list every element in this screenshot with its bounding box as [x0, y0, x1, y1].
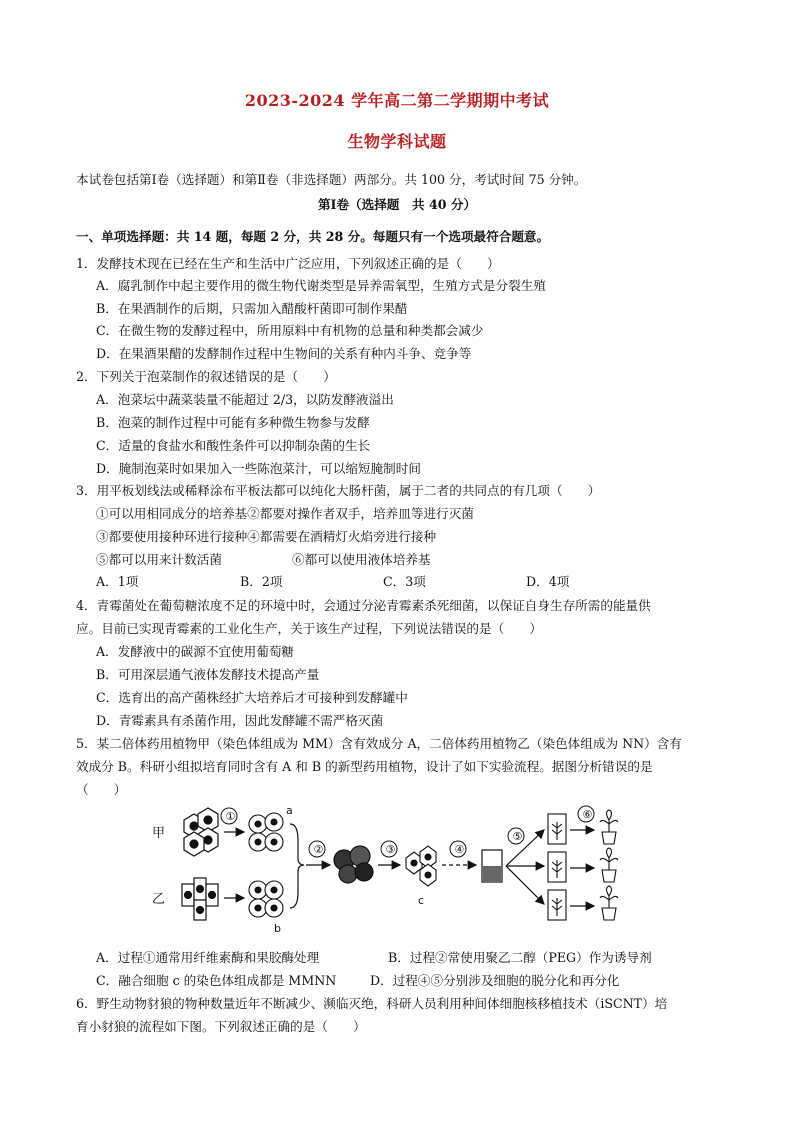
question-4-option-b: B．可用深层通气液体发酵技术提高产量: [96, 667, 320, 682]
question-3-statement-2: ③都要使用接种环进行接种④都需要在酒精灯火焰旁进行接种: [96, 529, 437, 544]
question-3-statement-5: ⑤都可以用来计数活菌: [96, 552, 222, 567]
step-6-marker: ⑥: [582, 808, 593, 821]
exam-subject: 生物学科试题: [347, 132, 447, 151]
exam-title: 2023-2024 学年高二第二学期期中考试: [244, 91, 550, 110]
question-1-stem: 1．发酵技术现在已经在生产和生活中广泛应用，下列叙述正确的是（ ）: [76, 256, 500, 271]
question-3-option-c: C．3项: [383, 574, 426, 589]
protoplasts-a: [249, 813, 283, 851]
potted-plants: [600, 810, 618, 920]
question-4-stem-line2: 应。目前已实现青霉素的工业化生产，关于该生产过程，下列说法错误的是（ ）: [76, 621, 542, 636]
step-2-marker: ②: [313, 843, 324, 856]
question-5-option-c: C．融合细胞 c 的染色体组成都是 MMNN: [96, 973, 337, 988]
protoplasts-b: [249, 881, 283, 917]
plant-yi-label: 乙: [152, 892, 166, 907]
question-1-option-b: B．在果酒制作的后期，只需加入醋酸杆菌即可制作果醋: [96, 301, 408, 316]
plant-jia-label: 甲: [152, 826, 166, 841]
intro-text: 本试卷包括第Ⅰ卷（选择题）和第Ⅱ卷（非选择题）两部分。共 100 分，考试时间 75 分钟。: [76, 172, 587, 187]
question-2-stem: 2．下列关于泡菜制作的叙述错误的是（ ）: [76, 369, 336, 384]
question-3-stem: 3．用平板划线法或稀释涂布平板法都可以纯化大肠杆菌，属于二者的共同点的有几项（ ）: [76, 483, 601, 498]
question-4-option-d: D．青霉素具有杀菌作用，因此发酵罐不需严格灭菌: [96, 713, 384, 728]
question-3-option-b: B．2项: [240, 574, 283, 589]
question-4-stem-line1: 4．青霉菌处在葡萄糖浓度不足的环境中时，会通过分泌青霉素杀死细菌，以保证自身生存所需的能量供: [76, 598, 651, 613]
label-a: a: [286, 804, 293, 817]
question-5-option-b: B．过程②常使用聚乙二醇（PEG）作为诱导剂: [388, 950, 652, 965]
step-3-marker: ③: [385, 843, 396, 856]
question-3-option-a: A．1项: [96, 574, 139, 589]
diagram-svg: [140, 800, 660, 940]
question-2-option-c: C．适量的食盐水和酸性条件可以抑制杂菌的生长: [96, 438, 371, 453]
seedling-tubes: [548, 814, 566, 920]
question-2-option-d: D．腌制泡菜时如果加入一些陈泡菜汁，可以缩短腌制时间: [96, 461, 421, 476]
question-3-option-d: D．4项: [526, 574, 570, 589]
question-2-option-a: A．泡菜坛中蔬菜装量不能超过 2/3，以防发酵液溢出: [96, 392, 394, 407]
section-instruction: 一、单项选择题：共 14 题，每题 2 分，共 28 分。每题只有一个选项最符合题意。: [76, 229, 550, 244]
step-4-marker: ④: [454, 843, 465, 856]
question-5-option-a: A．过程①通常用纤维素酶和果胶酶处理: [96, 950, 320, 965]
question-6-stem-line1: 6．野生动物豺狼的物种数量近年不断减少、濒临灭绝，科研人员利用种间体细胞核移植技术（iSCNT）培: [76, 996, 668, 1011]
label-c: c: [418, 894, 425, 907]
question-5-stem-line1: 5．某二倍体药用植物甲（染色体组成为 MM）含有效成分 A，二倍体药用植物乙（染色体组成为 NN）含有: [76, 736, 682, 751]
question-4-option-c: C．选育出的高产菌株经扩大培养后才可接种到发酵罐中: [96, 690, 408, 705]
yi-cells: [182, 878, 218, 920]
step-5-marker: ⑤: [512, 830, 523, 843]
question-4-option-a: A．发酵液中的碳源不宜使用葡萄糖: [96, 644, 295, 659]
question-5-option-d: D．过程④⑤分别涉及细胞的脱分化和再分化: [370, 973, 620, 988]
question-3-statement-1: ①可以用相同成分的培养基②都要对操作者双手，培养皿等进行灭菌: [96, 506, 474, 521]
hybrid-cells-c: [406, 846, 436, 886]
question-6-stem-line2: 育小豺狼的流程如下图。下列叙述正确的是（ ）: [76, 1019, 366, 1034]
step-1-marker: ①: [225, 810, 236, 823]
question-2-option-b: B．泡菜的制作过程中可能有多种微生物参与发酵: [96, 415, 370, 430]
question-5-stem-line2: 效成分 B。科研小组拟培育同时含有 A 和 B 的新型药用植物，设计了如下实验流程。据图分析错误的是: [76, 759, 653, 774]
question-1-option-a: A．腐乳制作中起主要作用的微生物代谢类型是异养需氧型，生殖方式是分裂生殖: [96, 278, 546, 293]
jia-cells: [184, 808, 218, 856]
callus-beaker: [482, 850, 502, 882]
fused-cells: [334, 846, 373, 883]
protoplast-fusion-diagram: [140, 800, 660, 940]
question-1-option-d: D．在果酒果醋的发酵制作过程中生物间的关系有种内斗争、竞争等: [96, 346, 472, 361]
section-title: 第Ⅰ卷（选择题 共 40 分）: [317, 197, 477, 212]
question-3-statement-6: ⑥都可以使用液体培养基: [292, 552, 431, 567]
question-1-option-c: C．在微生物的发酵过程中，所用原料中有机物的总量和种类都会减少: [96, 323, 484, 338]
question-5-stem-line3: （ ）: [76, 782, 127, 797]
label-b: b: [274, 922, 281, 935]
